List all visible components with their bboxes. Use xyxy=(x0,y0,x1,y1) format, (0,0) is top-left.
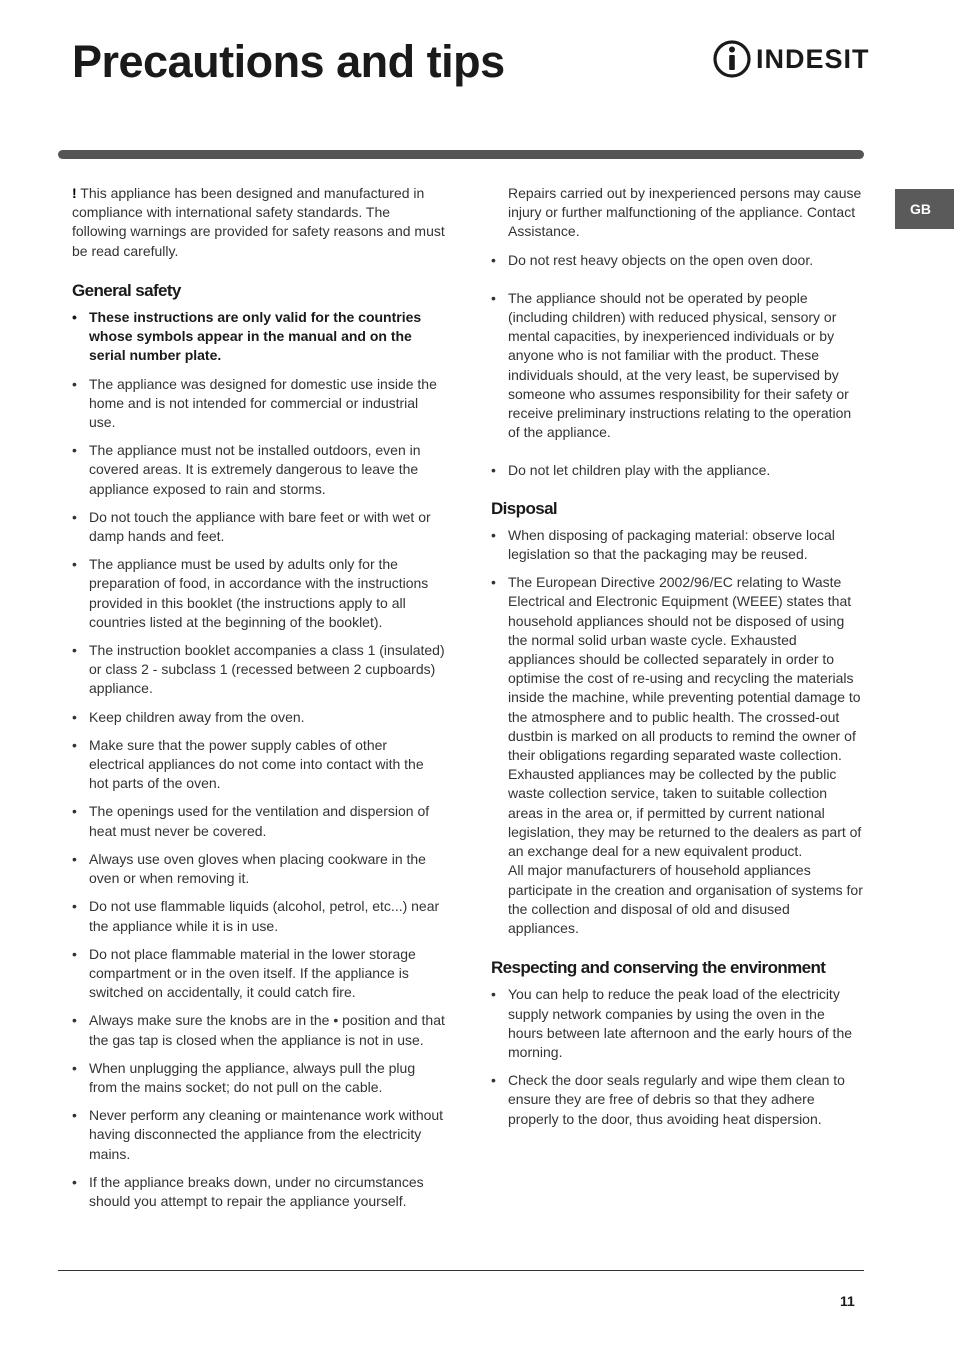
list-item: • The instruction booklet accompanies a class 1 (insulated) or class 2 - subclass 1 (recessed between 2 cupboards) appliance. xyxy=(72,642,445,697)
list-item: • The appliance should not be operated by people (including children) with reduced physical, sensory or mental capacities, by inexperienced individuals or by anyone who is not familiar with the product. These individuals should, at the very least, be supervised by someone who assumes responsibility for their safety or receive preliminary instructions relating to the operation of the appliance. xyxy=(491,289,852,441)
brand-logo-icon xyxy=(712,38,752,80)
general-safety-list xyxy=(72,308,446,1211)
list-item: • Never perform any cleaning or maintenance work without having disconnected the appliance from the electricity mains. xyxy=(72,1107,444,1162)
list-item: • The European Directive 2002/96/EC relating to Waste Electrical and Electronic Equipment (WEEE) states that household appliances should not be disposed of using the normal solid urban waste cycle. Exhausted appliances should be collected separately in order to optimise the cost of re-using and recycling the materials inside the machine, while preventing potential damage to the atmosphere and to public health. The crossed-out dustbin is marked on all products to remind the owner of their obligations regarding separated waste collection. xyxy=(491,574,861,764)
list-item: • The appliance was designed for domestic use inside the home and is not intended for commercial or industrial use. xyxy=(72,375,437,431)
page-title: Precautions and tips xyxy=(72,36,505,87)
brand-logo xyxy=(712,38,870,80)
top-divider xyxy=(58,150,864,159)
page-number: 11 xyxy=(840,1293,855,1309)
list-item: • The appliance must be used by adults only for the preparation of food, in accordance with the instructions provided in this booklet (the instructions apply to all countries listed at the beginning of the booklet). xyxy=(72,556,429,630)
list-item: • When disposing of packaging material: observe local legislation so that the packaging may be reused. xyxy=(491,526,835,563)
list-item: • Always make sure the knobs are in the • position and that the gas tap is closed when the appliance is not in use. xyxy=(72,1012,445,1048)
environment-list xyxy=(491,985,863,1128)
disposal-paragraph: All major manufacturers of household appliances participate in the creation and organisation of systems for the collection and disposal of old and disused appliances. xyxy=(508,862,863,936)
list-item: • Always use oven gloves when placing cookware in the oven or when removing it. xyxy=(72,850,426,887)
environment-section xyxy=(491,958,863,1129)
bottom-divider xyxy=(58,1270,864,1271)
list-item: • These instructions are only valid for the countries whose symbols appear in the manual and on the serial number plate. xyxy=(72,309,422,364)
list-item: • Do not rest heavy objects on the open oven door. xyxy=(491,251,814,268)
list-item: • Do not place flammable material in the lower storage compartment or in the oven itself. If the appliance is switched on accidentally, it could catch fire. xyxy=(72,945,416,1001)
list-item: • Make sure that the power supply cables of other electrical appliances do not come into contact with the hot parts of the oven. xyxy=(72,736,424,792)
list-item: • You can help to reduce the peak load of the electricity supply network companies by using the oven in the hours between late afternoon and the early hours of the morning. xyxy=(491,986,853,1060)
list-item: • The openings used for the ventilation and dispersion of heat must never be covered. xyxy=(72,803,430,839)
right-column xyxy=(491,184,863,1138)
general-safety-heading: General safety xyxy=(72,280,181,300)
repair-continuation: Repairs carried out by inexperienced persons may cause injury or further malfunctioning of the appliance. Contact Assistance. xyxy=(508,185,862,240)
list-item: • Do not let children play with the appliance. xyxy=(491,462,771,479)
brand-wordmark: INDESIT xyxy=(756,43,870,74)
warning-mark: ! xyxy=(72,185,77,201)
disposal-paragraph: Exhausted appliances may be collected by the public waste collection service, taken to suitable collection areas in the area or, if permitted by current national legislation, they may be returned to the dealers as part of an exchange deal for a new equivalent product. xyxy=(508,766,862,860)
intro-text: This appliance has been designed and manufactured in compliance with international safety standards. The following warnings are provided for safety reasons and must be read carefully. xyxy=(72,185,445,259)
left-column xyxy=(72,184,446,1220)
list-item: • Keep children away from the oven. xyxy=(72,708,305,725)
language-tab: GB xyxy=(895,189,954,229)
list-item: • Check the door seals regularly and wipe them clean to ensure they are free of debris so that they adhere properly to the door, thus avoiding heat dispersion. xyxy=(491,1072,845,1127)
general-safety-list-continued xyxy=(491,251,863,481)
list-item: • Do not use flammable liquids (alcohol, petrol, etc...) near the appliance while it is in use. xyxy=(72,898,440,934)
intro-paragraph xyxy=(72,184,446,261)
environment-heading: Respecting and conserving the environment xyxy=(491,958,826,978)
disposal-heading: Disposal xyxy=(491,498,558,518)
list-item: • The appliance must not be installed outdoors, even in covered areas. It is extremely dangerous to leave the appliance exposed to rain and storms. xyxy=(72,442,421,497)
list-item: • If the appliance breaks down, under no circumstances should you attempt to repair the appliance yourself. xyxy=(72,1173,424,1209)
disposal-list xyxy=(491,526,863,765)
list-item: • Do not touch the appliance with bare feet or with wet or damp hands and feet. xyxy=(72,508,431,545)
disposal-section xyxy=(491,499,863,938)
list-item: • When unplugging the appliance, always pull the plug from the mains socket; do not pull on the cable. xyxy=(72,1059,416,1095)
